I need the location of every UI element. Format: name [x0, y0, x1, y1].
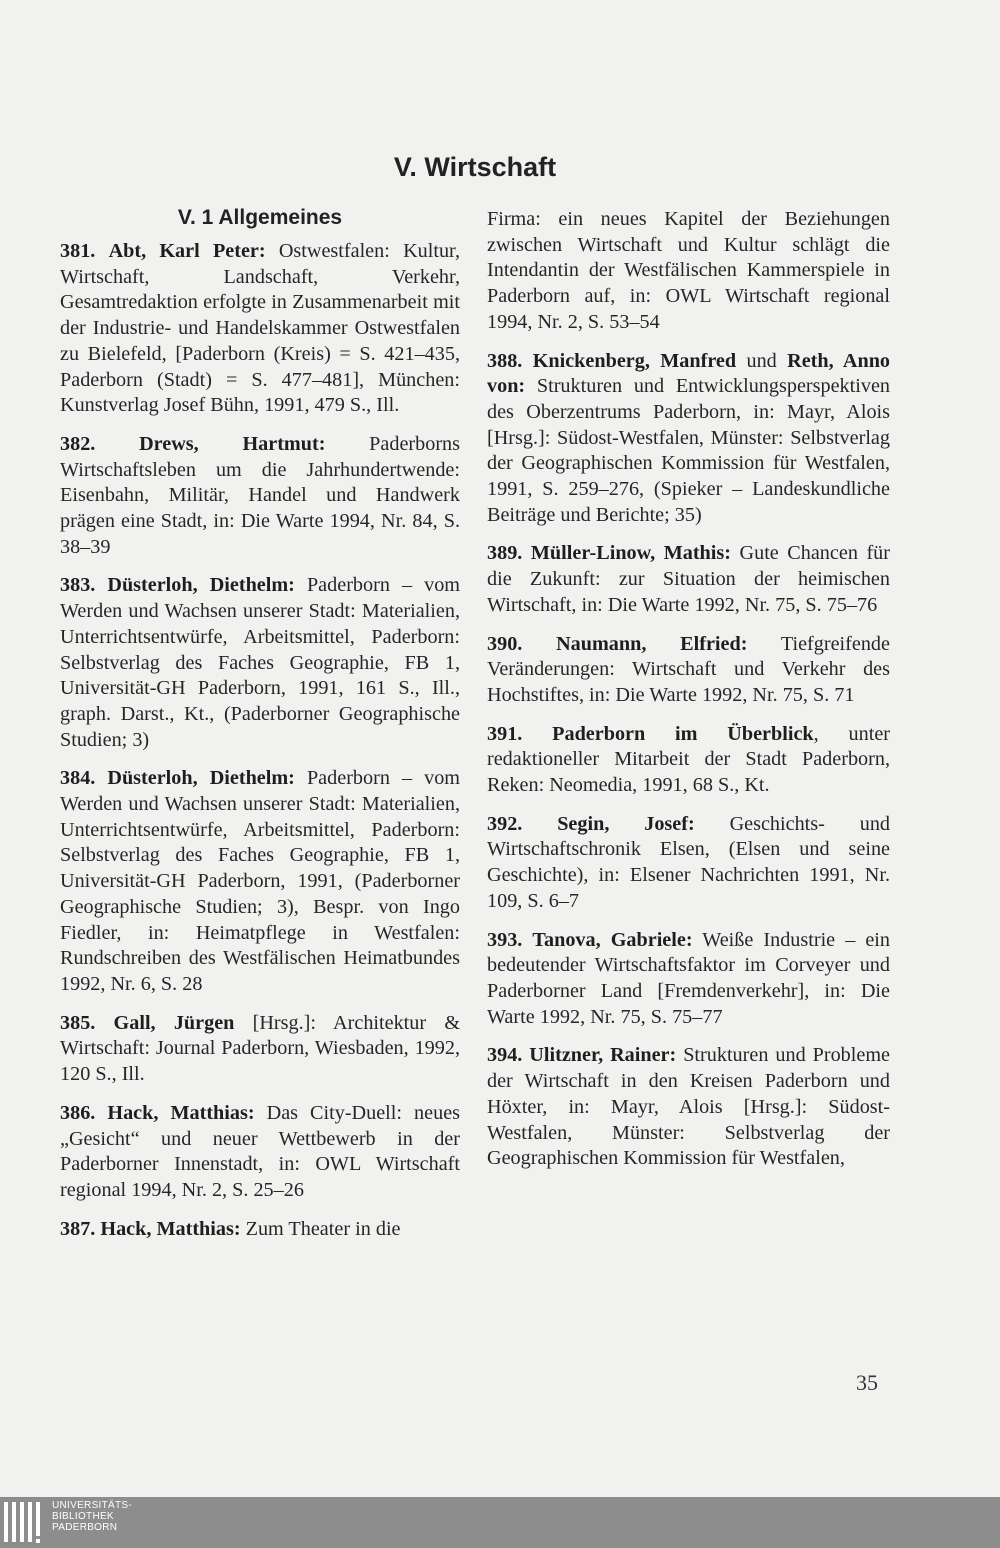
entry-author: Düsterloh, Diethelm:: [107, 574, 295, 597]
entry-author: Segin, Josef:: [557, 812, 695, 835]
entry-author: Knickenberg, Manfred: [532, 349, 737, 372]
logo-line: UNIVERSITÄTS-: [52, 1500, 133, 1511]
bibliography-entry: [60, 1101, 460, 1204]
bibliography-entry: [487, 812, 890, 915]
entry-author-2: Reth, Anno von:: [487, 349, 891, 398]
entry-number: 391.: [487, 722, 523, 745]
entry-number: 387.: [60, 1217, 96, 1240]
entry-number: 381.: [60, 240, 96, 262]
entry-text: Zum Theater in die: [245, 1217, 401, 1240]
entry-author: Hack, Matthias:: [107, 1101, 255, 1124]
entry-text: Das City-Duell: neues „Gesicht“ und neuer Wettbewerb in der Paderborner Innenstadt, in: OWL Wirtschaft regional 1994, Nr. 2, S. 25–26: [60, 1101, 461, 1201]
entry-text: Tiefgreifende Veränderungen: Wirtschaft und Verkehr des Hochstiftes, in: Die Warte 1992, Nr. 75, S. 71: [487, 632, 890, 706]
entry-author: Abt, Karl Peter:: [108, 240, 266, 262]
entry-text: Paderborn – vom Werden und Wachsen unserer Stadt: Materialien, Unterrichtsentwürfe, Arbeitsmittel, Paderborn: Selbstverlag des Faches Geographie, FB 1, Universität-GH Paderborn, 1991, (Paderborner Geographische Studien; 3), Bespr. von Ingo Fiedler, in: Heimatpflege in Westfalen: Rundschreiben des Westfälischen Heimatbundes 1992, Nr. 6, S. 28: [60, 767, 460, 995]
right-column: [487, 207, 890, 1185]
entry-number: 392.: [487, 812, 523, 835]
page-title: V. Wirtschaft: [393, 152, 557, 183]
bibliography-entry: [60, 1217, 460, 1243]
logo-line: BIBLIOTHEK: [52, 1511, 114, 1522]
entry-text: , unter redaktioneller Mitarbeit der Stadt Paderborn, Reken: Neomedia, 1991, 68 S., Kt.: [487, 722, 890, 797]
entry-author: Müller-Linow, Mathis:: [530, 542, 731, 565]
entry-text: Strukturen und Entwicklungsperspektiven des Oberzentrums Paderborn, in: Mayr, Alois [Hrsg.]: Südost-Westfalen, Münster: Selbstverlag der Geographischen Kommission für Westfalen, 1991, S. 259–276, (Spieker – Landeskundliche Beiträge und Berichte; 35): [487, 375, 890, 526]
entry-author: Drews, Hartmut:: [139, 432, 326, 455]
entry-text: Firma: ein neues Kapitel der Beziehungen zwischen Wirtschaft und Kultur schlägt die Intendantin der Westfälischen Kammerspiele in Paderborn auf, in: OWL Wirtschaft regional 1994, Nr. 2, S. 53–54: [487, 208, 890, 333]
entry-text: [Hrsg.]: Architektur & Wirtschaft: Journal Paderborn, Wiesbaden, 1992, 120 S., Ill.: [60, 1011, 461, 1086]
entry-author: Tanova, Gabriele:: [532, 928, 693, 951]
entry-author: Ulitzner, Rainer:: [529, 1044, 677, 1067]
entry-number: 382.: [60, 432, 96, 455]
entry-text: Gute Chancen für die Zukunft: zur Situation der heimischen Wirtschaft, in: Die Warte 1992, Nr. 75, S. 75–76: [487, 542, 890, 616]
bibliography-entry: [487, 541, 890, 618]
bibliography-entry: [60, 573, 460, 753]
entry-text: Weiße Industrie – ein bedeutender Wirtschaftsfaktor im Corveyer und Paderborner Land [Fremdenverkehr], in: Die Warte 1992, Nr. 75, S. 75–77: [487, 928, 891, 1028]
bibliography-entry: [487, 722, 890, 799]
left-column: [60, 205, 460, 1255]
bibliography-entry: [487, 1043, 890, 1172]
entry-conjunction: und: [746, 349, 777, 372]
entry-author: Naumann, Elfried:: [556, 632, 748, 655]
bibliography-entry: [487, 928, 890, 1031]
section-heading: V. 1 Allgemeines: [177, 206, 343, 229]
entry-number: 389.: [487, 542, 523, 565]
entry-number: 388.: [487, 349, 523, 372]
library-footer-bar: [0, 1497, 1000, 1548]
bibliography-entry: [487, 349, 890, 529]
entry-number: 390.: [487, 632, 523, 655]
bibliography-entry: [60, 432, 460, 561]
entry-text: Paderborns Wirtschaftsleben um die Jahrhundertwende: Eisenbahn, Militär, Handel und Handwerk prägen eine Stadt, in: Die Warte 1994, Nr. 84, S. 38–39: [60, 432, 460, 558]
entry-number: 386.: [60, 1101, 96, 1124]
entry-text: Strukturen und Probleme der Wirtschaft in den Kreisen Paderborn und Höxter, in: Mayr, Alois [Hrsg.]: Südost-Westfalen, Münster: Selbstverlag der Geographischen Kommission für Westfalen,: [487, 1044, 890, 1170]
entry-text: Ostwestfalen: Kultur, Wirtschaft, Landschaft, Verkehr, Gesamtredaktion erfolgte in Zusammenarbeit mit der Industrie- und Handelskammer Ostwestfalen zu Bielefeld, [Paderborn (Kreis) = S. 421–435, Paderborn (Stadt) = S. 477–481], München: Kunstverlag Josef Bühn, 1991, 479 S., Ill.: [60, 240, 461, 417]
library-logo-icon: [2, 1498, 48, 1547]
entry-author: Düsterloh, Diethelm:: [107, 767, 295, 790]
bibliography-entry: [60, 766, 460, 997]
entry-number: 383.: [60, 574, 96, 597]
entry-continuation: [487, 207, 890, 336]
bibliography-entry: [60, 239, 460, 419]
entry-number: 394.: [487, 1044, 523, 1067]
entry-number: 385.: [60, 1011, 96, 1034]
library-logo-text: [52, 1500, 132, 1533]
entry-text: Geschichts- und Wirtschaftschronik Elsen, (Elsen und seine Geschichte), in: Elsener Nachrichten 1991, Nr. 109, S. 6–7: [487, 812, 891, 912]
logo-line: PADERBORN: [52, 1522, 118, 1533]
entry-author: Gall, Jürgen: [113, 1011, 235, 1034]
entry-author: Paderborn im Überblick: [552, 722, 814, 745]
entry-number: 384.: [60, 767, 96, 790]
entry-author: Hack, Matthias:: [100, 1217, 241, 1240]
bibliography-entry: [60, 1011, 460, 1088]
bibliography-entry: [487, 632, 890, 709]
page-number: 35: [856, 1370, 878, 1395]
entry-text: Paderborn – vom Werden und Wachsen unserer Stadt: Materialien, Unterrichtsentwürfe, Arbeitsmittel, Paderborn: Selbstverlag des Faches Geographie, FB 1, Universität-GH Paderborn, 1991, 161 S., Ill., graph. Darst., Kt., (Paderborner Geographische Studien; 3): [60, 574, 460, 751]
entry-number: 393.: [487, 928, 523, 951]
